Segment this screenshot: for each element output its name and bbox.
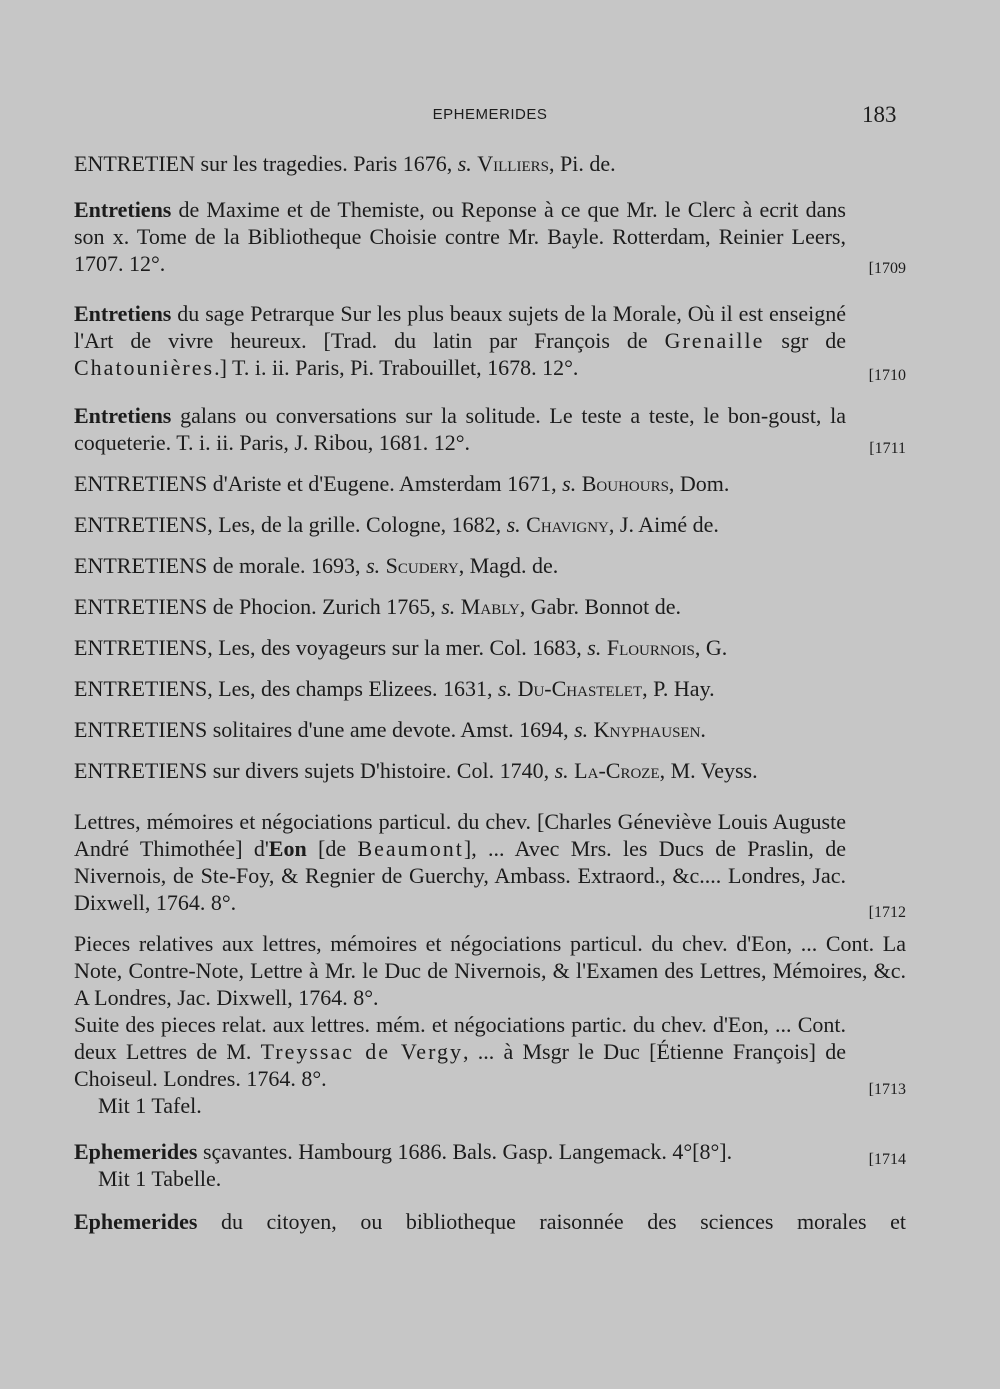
entry-text: Les, de la grille. Cologne, 1682,	[218, 512, 507, 537]
entry-text: ], ... Avec Mrs. les Ducs de Praslin, de Nivernois, de Ste-Foy, & Regnier de Guerchy, Ambass. Extraord., &c.... Londres, Jac. Dixwell, 1764. 8°.	[74, 836, 846, 915]
entry	[74, 1138, 906, 1192]
entry	[74, 675, 715, 702]
entry	[74, 402, 846, 456]
see-reference: s.	[457, 151, 472, 176]
entry-note: Mit 1 Tabelle.	[98, 1166, 222, 1191]
entry-heading: Entretiens	[74, 197, 172, 222]
entry-number: [1709	[868, 260, 906, 277]
author-name: Bouhours	[581, 471, 669, 496]
entry-heading: Entretiens	[74, 301, 172, 326]
see-reference: s.	[506, 512, 521, 537]
entry-heading: ENTRETIENS	[74, 471, 208, 496]
entry-number: [1711	[869, 440, 906, 457]
entry	[74, 511, 719, 538]
entry-number: [1710	[868, 367, 906, 384]
author-name: Villiers	[477, 151, 549, 176]
entry-text: Pieces relatives aux lettres, mémoires et négociations particul. du chev. d'Eon, ... Cont. La Note, Contre-Note, Lettre à Mr. le Duc de Nivernois, & l'Examen des Lettres, Mémoires, &c. A Londres, Jac. Dixwell, 1764. 8°.	[74, 931, 906, 1010]
entry-text: , Dom.	[668, 471, 730, 496]
entry-text: sçavantes. Hambourg 1686. Bals. Gasp. Langemack. 4°[8°].	[202, 1139, 733, 1164]
entry-heading: Ephemerides	[74, 1209, 198, 1234]
entry	[74, 470, 729, 497]
entry	[74, 716, 706, 743]
entry-text: sgr de	[764, 328, 846, 353]
see-reference: s.	[554, 758, 569, 783]
see-reference: s.	[574, 717, 589, 742]
entry	[74, 1208, 906, 1235]
entry	[74, 593, 681, 620]
entry-text: sur divers sujets D'histoire. Col. 1740,	[212, 758, 555, 783]
spaced-name: Chatounières	[74, 355, 215, 380]
see-reference: s.	[562, 471, 577, 496]
entry-text: galans ou conversations sur la solitude. Le teste a teste, le bon-goust, la coqueterie. T. i. ii. Paris, J. Ribou, 1681. 12°.	[74, 403, 847, 455]
entry-text	[74, 1011, 846, 1092]
entry-text: du citoyen, ou bibliotheque raisonnée des sciences morales et	[221, 1209, 906, 1234]
entry-heading: ENTRETIENS	[74, 758, 208, 783]
entry-heading: Ephemerides	[74, 1139, 198, 1164]
entry-heading: ENTRETIENS	[74, 553, 208, 578]
entry-text: , M. Veyss.	[659, 758, 758, 783]
entry-heading: ENTRETIENS,	[74, 676, 213, 701]
author-name: Scudery	[385, 553, 459, 578]
entry-text	[74, 1138, 846, 1165]
entry-text: de Maxime et de Themiste, ou Reponse à ce que Mr. le Clerc à ecrit dans son x. Tome de la Bibliotheque Choisie contre Mr. Bayle. Rotterdam, Reinier Leers, 1707. 12°.	[74, 197, 846, 276]
entry-number: [1714	[868, 1151, 906, 1168]
entry-heading: ENTRETIENS	[74, 594, 208, 619]
entry-text: sur les tragedies. Paris 1676,	[200, 151, 458, 176]
entry-text: [de	[306, 836, 358, 861]
entry-text: , P. Hay.	[642, 676, 715, 701]
entry-text: solitaires d'une ame devote. Amst. 1694,	[212, 717, 575, 742]
author-name: Eon	[268, 836, 307, 861]
entry	[74, 757, 758, 784]
author-name: Chavigny	[526, 512, 609, 537]
author-name: Knyphausen	[593, 717, 701, 742]
entry-text: .	[700, 717, 706, 742]
entry-text: , Pi. de.	[548, 151, 616, 176]
entry	[74, 552, 558, 579]
entry	[74, 930, 906, 1119]
entry-text: , ... à Msgr le Duc [Étienne François] de Choiseul. Londres. 1764. 8°.	[74, 1039, 846, 1091]
entry-text: Suite des pieces relat. aux lettres. mém. et négociations partic. du chev. d'Eon, ... Cont. deux Lettres de M.	[74, 1012, 846, 1064]
entry-text: , Gabr. Bonnot de.	[519, 594, 682, 619]
author-name: La-Croze	[574, 758, 660, 783]
entry-text: , Magd. de.	[458, 553, 559, 578]
entry-heading: Entretiens	[74, 403, 172, 428]
spaced-name: Treyssac de Vergy	[260, 1039, 463, 1064]
entry-number: [1712	[868, 904, 906, 921]
entry-text: Lettres, mémoires et négociations particul. du chev. [Charles Géneviève Louis Auguste André Thimothée] d'	[74, 809, 846, 861]
entry-text: d'Ariste et d'Eugene. Amsterdam 1671,	[212, 471, 563, 496]
entry-text: , J. Aimé de.	[608, 512, 719, 537]
see-reference: s.	[587, 635, 602, 660]
see-reference: s.	[441, 594, 456, 619]
page-number: 183	[862, 102, 897, 127]
entry	[74, 150, 906, 177]
entry-text: Les, des voyageurs sur la mer. Col. 1683,	[218, 635, 588, 660]
entry-text: , G.	[694, 635, 728, 660]
entry-text: du sage Petrarque Sur les plus beaux sujets de la Morale, Où il est enseigné l'Art de vivre heureux. [Trad. du latin par François de	[74, 301, 847, 353]
author-name: Du-Chastelet	[517, 676, 643, 701]
entry-number: [1713	[868, 1081, 906, 1098]
see-reference: s.	[498, 676, 513, 701]
entry	[74, 634, 727, 661]
author-name: Mably	[460, 594, 520, 619]
entry-text: de morale. 1693,	[212, 553, 367, 578]
spaced-name: Grenaille	[664, 328, 765, 353]
entry	[74, 808, 846, 916]
page-header	[0, 102, 1000, 130]
spaced-name: Beaumont	[357, 836, 464, 861]
entry-text: .] T. i. ii. Paris, Pi. Trabouillet, 1678. 12°.	[214, 355, 579, 380]
entry	[74, 300, 846, 381]
author-name: Flournois	[606, 635, 695, 660]
entry	[74, 196, 906, 277]
entry-heading: ENTRETIENS	[74, 717, 208, 742]
entry-note: Mit 1 Tafel.	[98, 1093, 202, 1118]
entry-heading: ENTRETIENS,	[74, 635, 213, 660]
entry-heading: ENTRETIEN	[74, 151, 195, 176]
entry-text: de Phocion. Zurich 1765,	[212, 594, 442, 619]
entry-heading: ENTRETIENS,	[74, 512, 213, 537]
running-head: EPHEMERIDES	[432, 106, 548, 123]
entry-text: Les, des champs Elizees. 1631,	[218, 676, 499, 701]
see-reference: s.	[366, 553, 381, 578]
